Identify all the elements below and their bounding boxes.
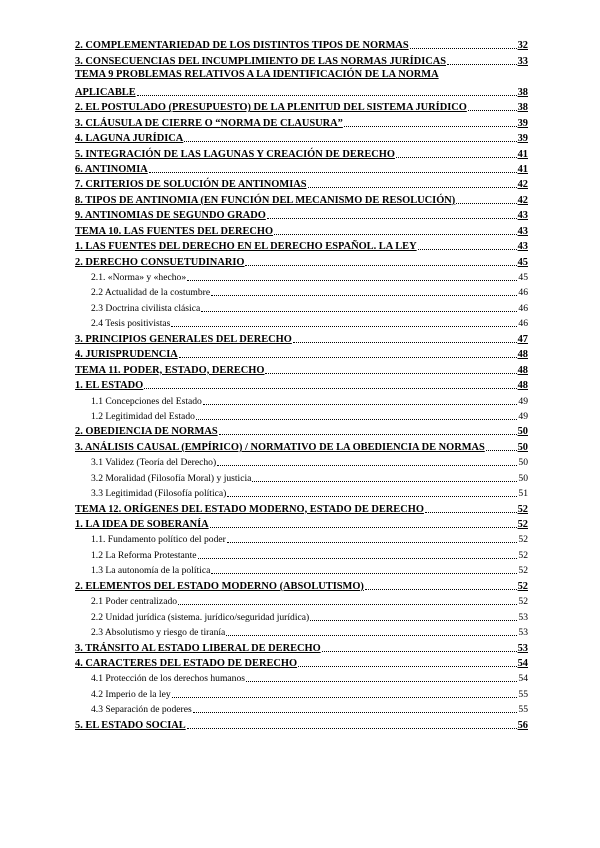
toc-entry-page-number: 42: [517, 194, 528, 206]
dot-leader: [210, 527, 517, 528]
toc-entry[interactable]: [75, 284, 528, 299]
toc-entry-title: 1.3 La autonomía de la política: [91, 565, 211, 577]
toc-entry-page-number: 41: [517, 148, 528, 160]
toc-entry-page-number: 49: [518, 410, 528, 422]
toc-entry-page-number: 50: [517, 426, 528, 438]
dot-leader: [171, 326, 517, 327]
toc-entry[interactable]: [75, 655, 528, 670]
dot-leader: [322, 651, 517, 652]
toc-entry[interactable]: [75, 716, 528, 731]
toc-entry[interactable]: [75, 392, 528, 407]
toc-entry-title: 3.1 Validez (Teoría del Derecho): [91, 457, 217, 469]
dot-leader: [217, 465, 517, 466]
toc-entry[interactable]: [75, 99, 528, 114]
dot-leader: [410, 48, 517, 49]
toc-entry-title: 4.1 Protección de los derechos humanos: [91, 673, 245, 685]
toc-entry-title: 1. LAS FUENTES DEL DERECHO EN EL DERECHO ESPAÑOL. LA LEY: [75, 241, 417, 253]
toc-entry-page-number: 55: [518, 704, 528, 716]
toc-entry-page-number: 38: [517, 86, 528, 98]
dot-leader: [252, 481, 517, 482]
dot-leader: [187, 280, 517, 281]
dot-leader: [227, 542, 518, 543]
toc-entry[interactable]: [75, 624, 528, 639]
toc-entry-title: 4.2 Imperio de la ley: [91, 688, 171, 700]
dot-leader: [179, 357, 517, 358]
toc-entry[interactable]: [75, 346, 528, 361]
toc-entry[interactable]: [75, 130, 528, 145]
toc-entry-page-number: 52: [517, 580, 528, 592]
toc-entry[interactable]: [75, 191, 528, 206]
toc-entry-title: 1. LA IDEA DE SOBERANÍA: [75, 519, 209, 530]
toc-entry[interactable]: [75, 315, 528, 330]
toc-entry-page-number: 56: [517, 719, 528, 731]
toc-entry-title: 4.3 Separación de poderes: [91, 704, 192, 716]
toc-entry-page-number: 33: [517, 55, 528, 67]
toc-entry-title: 2.1. «Norma» y «hecho»: [91, 272, 187, 283]
toc-entry[interactable]: [75, 161, 528, 176]
toc-entry[interactable]: [75, 516, 528, 531]
toc-entry-page-number: 52: [518, 549, 528, 561]
toc-entry[interactable]: [75, 423, 528, 438]
toc-entry[interactable]: [75, 639, 528, 654]
toc-entry[interactable]: [75, 377, 528, 392]
toc-entry-page-number: 43: [517, 241, 528, 253]
toc-entry-title: 5. EL ESTADO SOCIAL: [75, 719, 186, 731]
toc-entry-title: TEMA 12. ORÍGENES DEL ESTADO MODERNO, ESTADO DE DERECHO: [75, 503, 424, 515]
toc-entry-title: 2. OBEDIENCIA DE NORMAS: [75, 426, 218, 438]
toc-entry[interactable]: [75, 454, 528, 469]
dot-leader: [219, 434, 517, 435]
toc-entry-title: TEMA 10. LAS FUENTES DEL DERECHO: [75, 225, 274, 237]
toc-entry[interactable]: [75, 68, 528, 99]
toc-entry-title: 3. TRÁNSITO AL ESTADO LIBERAL DE DERECHO: [75, 642, 321, 654]
toc-entry-page-number: 43: [517, 210, 528, 222]
dot-leader: [211, 573, 517, 574]
dot-leader: [184, 141, 516, 142]
toc-entry-title: 2.3 Doctrina civilista clásica: [91, 302, 201, 314]
dot-leader: [187, 728, 517, 729]
toc-entry[interactable]: [75, 299, 528, 314]
dot-leader: [486, 450, 517, 451]
dot-leader: [193, 712, 518, 713]
toc-entry-page-number: 45: [518, 272, 528, 283]
toc-entry[interactable]: [75, 438, 528, 453]
toc-entry[interactable]: [75, 562, 528, 577]
toc-entry-title: 1. EL ESTADO: [75, 380, 144, 392]
toc-entry-page-number: 52: [518, 565, 528, 577]
dot-leader: [198, 558, 518, 559]
toc-entry-title: 1.2 Legitimidad del Estado: [91, 410, 195, 422]
dot-leader: [308, 187, 517, 188]
dot-leader: [245, 265, 516, 266]
toc-entry[interactable]: [75, 330, 528, 345]
dot-leader: [226, 635, 517, 636]
toc-entry-title: 2. COMPLEMENTARIEDAD DE LOS DISTINTOS TIPOS DE NORMAS: [75, 40, 409, 52]
toc-entry-page-number: 50: [517, 441, 528, 453]
toc-entry[interactable]: [75, 176, 528, 191]
toc-entry-title: 3. CLÁUSULA DE CIERRE O “NORMA DE CLAUSURA”: [75, 117, 343, 129]
toc-entry[interactable]: [75, 145, 528, 160]
toc-entry[interactable]: [75, 546, 528, 561]
dot-leader: [265, 373, 516, 374]
toc-entry-page-number: 52: [517, 503, 528, 515]
toc-entry[interactable]: [75, 577, 528, 592]
dot-leader: [172, 697, 518, 698]
toc-entry-line-1: [75, 68, 528, 83]
toc-entry-page-number: 54: [517, 657, 528, 669]
toc-entry-page-number: 46: [518, 302, 528, 314]
dot-leader: [149, 172, 517, 173]
toc-entry-page-number: 46: [518, 318, 528, 330]
toc-entry-page-number: 39: [517, 133, 528, 145]
toc-entry-page-number: 32: [517, 40, 528, 52]
toc-entry-title: 3. PRINCIPIOS GENERALES DEL DERECHO: [75, 333, 292, 345]
toc-entry-title: 2.4 Tesis positivistas: [91, 318, 171, 330]
toc-entry[interactable]: [75, 361, 528, 376]
toc-entry[interactable]: [75, 608, 528, 623]
toc-entry-title: 2.3 Absolutismo y riesgo de tiranía: [91, 627, 226, 639]
toc-entry-title: 2.2 Unidad jurídica (sistema. jurídico/seguridad jurídica): [91, 611, 310, 623]
toc-entry-title: 7. CRITERIOS DE SOLUCIÓN DE ANTINOMIAS: [75, 179, 307, 191]
toc-entry[interactable]: [75, 408, 528, 423]
toc-entry-page-number: 38: [517, 102, 528, 114]
toc-entry[interactable]: [75, 52, 528, 67]
toc-entry-page-number: 55: [518, 688, 528, 700]
toc-entry[interactable]: [75, 222, 528, 237]
toc-entry-title: 4. LAGUNA JURÍDICA: [75, 133, 184, 145]
dot-leader: [310, 620, 517, 621]
dot-leader: [365, 589, 517, 590]
toc-entry-page-number: 52: [518, 534, 528, 546]
dot-leader: [418, 249, 517, 250]
toc-entry-title: 2.2 Actualidad de la costumbre: [91, 287, 211, 299]
toc-entry-page-number: 50: [518, 457, 528, 469]
toc-entry[interactable]: [75, 253, 528, 268]
toc-entry-page-number: 49: [518, 395, 528, 407]
toc-entry[interactable]: [75, 114, 528, 129]
toc-entry[interactable]: [75, 701, 528, 716]
toc-entry-title: 9. ANTINOMIAS DE SEGUNDO GRADO: [75, 210, 266, 222]
dot-leader: [425, 512, 517, 513]
dot-leader: [246, 681, 517, 682]
toc-entry[interactable]: [75, 238, 528, 253]
toc-entry[interactable]: [75, 685, 528, 700]
toc-entry-page-number: 43: [517, 225, 528, 237]
toc-entry-page-number: 53: [518, 627, 528, 639]
toc-entry-page-number: 52: [517, 519, 528, 530]
toc-entry[interactable]: [75, 485, 528, 500]
toc-entry-page-number: 51: [518, 488, 528, 500]
toc-entry-title: 1.2 La Reforma Protestante: [91, 549, 197, 561]
toc-entry-title: 2. DERECHO CONSUETUDINARIO: [75, 256, 245, 268]
toc-entry[interactable]: [75, 531, 528, 546]
toc-entry-title: 5. INTEGRACIÓN DE LAS LAGUNAS Y CREACIÓN DE DERECHO: [75, 148, 395, 160]
toc-entry[interactable]: [75, 37, 528, 52]
toc-entry-page-number: 42: [517, 179, 528, 191]
dot-leader: [298, 666, 517, 667]
toc-entry-page-number: 45: [517, 256, 528, 268]
toc-entry-page-number: 46: [518, 287, 528, 299]
dot-leader: [211, 295, 517, 296]
toc-entry-line-2: [75, 83, 528, 98]
toc-entry-title: 1.1 Concepciones del Estado: [91, 395, 202, 407]
dot-leader: [227, 496, 517, 497]
dot-leader: [178, 604, 517, 605]
dot-leader: [144, 388, 516, 389]
toc-entry-title: 4. CARACTERES DEL ESTADO DE DERECHO: [75, 657, 298, 669]
toc-entry-title: 3.2 Moralidad (Filosofía Moral) y justicia: [91, 472, 252, 484]
dot-leader: [267, 218, 517, 219]
toc-entry[interactable]: [75, 500, 528, 515]
dot-leader: [456, 203, 516, 204]
toc-entry[interactable]: [75, 469, 528, 484]
toc-entry-title: APLICABLE: [75, 86, 136, 98]
toc-entry-title: 4. JURISPRUDENCIA: [75, 349, 178, 361]
toc-entry-title: 3.3 Legitimidad (Filosofía política): [91, 488, 227, 500]
toc-entry[interactable]: [75, 269, 528, 284]
toc-entry-title: 1.1. Fundamento político del poder: [91, 534, 226, 546]
dot-leader: [293, 342, 517, 343]
toc-entry-page-number: 39: [517, 117, 528, 129]
toc-entry-page-number: 53: [517, 642, 528, 654]
toc-entry-title: 2. ELEMENTOS DEL ESTADO MODERNO (ABSOLUTISMO): [75, 580, 364, 592]
toc-entry-page-number: 48: [517, 380, 528, 392]
toc-entry-page-number: 41: [517, 163, 528, 175]
toc-entry-page-number: 48: [517, 349, 528, 361]
dot-leader: [447, 64, 517, 65]
dot-leader: [274, 234, 517, 235]
dot-leader: [344, 126, 517, 127]
dot-leader: [468, 110, 517, 111]
toc-entry-title: TEMA 11. PODER, ESTADO, DERECHO: [75, 364, 265, 376]
toc-entry-title: 2.1 Poder centralizado: [91, 596, 178, 608]
toc-entry-page-number: 50: [518, 472, 528, 484]
toc-entry[interactable]: [75, 207, 528, 222]
toc-entry-title: 3. ANÁLISIS CAUSAL (EMPÍRICO) / NORMATIVO DE LA OBEDIENCIA DE NORMAS: [75, 441, 485, 453]
toc-entry-title: 6. ANTINOMIA: [75, 163, 148, 175]
toc-entry-title: 2. EL POSTULADO (PRESUPUESTO) DE LA PLENITUD DEL SISTEMA JURÍDICO: [75, 102, 467, 114]
dot-leader: [203, 404, 518, 405]
toc-entry-title: 3. CONSECUENCIAS DEL INCUMPLIMIENTO DE LAS NORMAS JURÍDICAS: [75, 55, 447, 67]
toc-entry-page-number: 48: [517, 364, 528, 376]
dot-leader: [137, 95, 517, 96]
toc-entry-page-number: 53: [518, 611, 528, 623]
toc-entry-title: TEMA 9 PROBLEMAS RELATIVOS A LA IDENTIFICACIÓN DE LA NORMA: [75, 68, 439, 80]
dot-leader: [196, 419, 517, 420]
table-of-contents: [75, 37, 528, 732]
dot-leader: [396, 157, 517, 158]
toc-entry-page-number: 47: [517, 333, 528, 345]
dot-leader: [201, 311, 517, 312]
toc-entry-title: 8. TIPOS DE ANTINOMIA (EN FUNCIÓN DEL MECANISMO DE RESOLUCIÓN): [75, 194, 456, 206]
toc-entry[interactable]: [75, 593, 528, 608]
toc-entry-page-number: 52: [518, 596, 528, 608]
toc-entry[interactable]: [75, 670, 528, 685]
toc-entry-page-number: 54: [518, 673, 528, 685]
